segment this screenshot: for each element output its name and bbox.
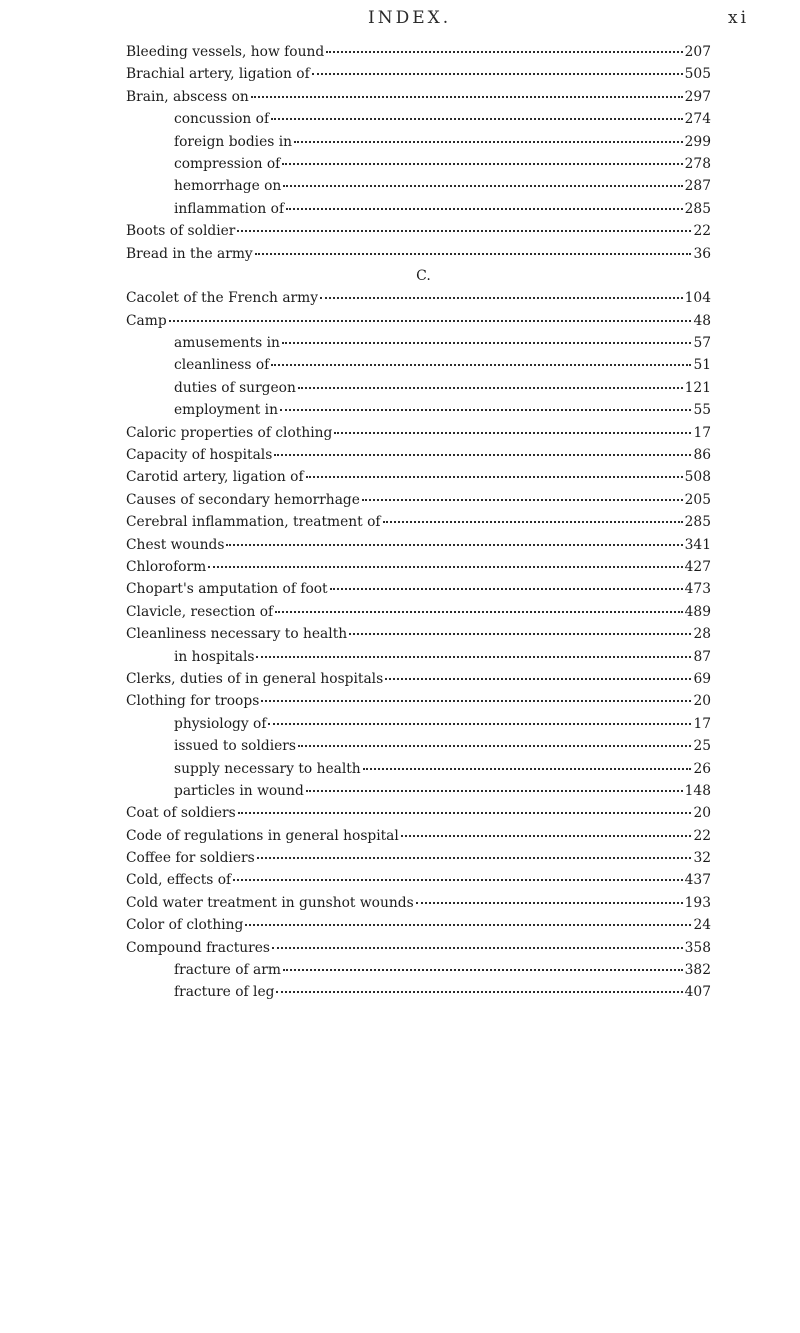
- dot-leader: [306, 476, 683, 478]
- index-entry: [126, 914, 711, 936]
- entry-page-number: 86: [693, 447, 711, 464]
- entry-page-number: 24: [693, 917, 711, 934]
- page-number: xi: [728, 8, 750, 28]
- dot-leader: [283, 185, 682, 187]
- entry-page-number: 17: [693, 715, 711, 732]
- entry-term: duties of surgeon: [174, 379, 296, 396]
- dot-leader: [286, 208, 683, 210]
- section-letter: C.: [416, 267, 431, 284]
- index-entry: [126, 63, 711, 85]
- dot-leader: [298, 745, 691, 747]
- entry-term: Chloroform: [126, 558, 207, 575]
- entry-term: Clerks, duties of in general hospitals: [126, 670, 384, 687]
- dot-leader: [226, 544, 682, 546]
- index-entry: [126, 668, 711, 690]
- dot-leader: [312, 73, 683, 75]
- running-title: INDEX.: [368, 8, 452, 28]
- entry-page-number: 285: [684, 514, 711, 531]
- index-subentry: [126, 399, 711, 421]
- entry-term: cleanliness of: [174, 357, 270, 374]
- dot-leader: [276, 991, 682, 993]
- entry-term: Cleanliness necessary to health: [126, 626, 348, 643]
- dot-leader: [271, 118, 683, 120]
- dot-leader: [383, 521, 683, 523]
- entry-page-number: 358: [684, 939, 711, 956]
- dot-leader: [330, 588, 683, 590]
- dot-leader: [274, 454, 691, 456]
- entry-page-number: 28: [693, 626, 711, 643]
- entry-page-number: 20: [693, 805, 711, 822]
- dot-leader: [238, 812, 692, 814]
- entry-page-number: 382: [684, 962, 711, 979]
- dot-leader: [237, 230, 691, 232]
- entry-page-number: 473: [684, 581, 711, 598]
- entry-term: in hospitals: [174, 648, 255, 665]
- index-subentry: [126, 153, 711, 175]
- index-subentry: [126, 131, 711, 153]
- index-entry: [126, 489, 711, 511]
- index-entry: [126, 937, 711, 959]
- dot-leader: [326, 51, 682, 53]
- entry-term: Clavicle, resection of: [126, 603, 274, 620]
- dot-leader: [169, 320, 692, 322]
- entry-term: Chest wounds: [126, 536, 225, 553]
- entry-term: Cold water treatment in gunshot wounds: [126, 894, 414, 911]
- entry-term: physiology of: [174, 715, 267, 732]
- entry-term: Bleeding vessels, how found: [126, 44, 325, 60]
- index-subentry: [126, 758, 711, 780]
- index-subentry: [126, 981, 711, 1003]
- index-subentry: [126, 175, 711, 197]
- entry-page-number: 407: [684, 984, 711, 1001]
- dot-leader: [282, 163, 682, 165]
- entry-term: Carotid artery, ligation of: [126, 469, 304, 486]
- entry-page-number: 505: [684, 66, 711, 83]
- index-entry: [126, 41, 711, 63]
- index-entry: [126, 892, 711, 914]
- entry-term: Clothing for troops: [126, 693, 260, 710]
- index-entry: [126, 578, 711, 600]
- dot-leader: [349, 633, 691, 635]
- dot-leader: [255, 253, 692, 255]
- entry-page-number: 55: [693, 402, 711, 419]
- index-subentry: [126, 735, 711, 757]
- entry-page-number: 69: [693, 670, 711, 687]
- entry-page-number: 20: [693, 693, 711, 710]
- dot-leader: [298, 387, 683, 389]
- entry-term: Coat of soldiers: [126, 805, 236, 822]
- entry-term: Compound fractures: [126, 939, 270, 956]
- entry-page-number: 57: [693, 335, 711, 352]
- entry-page-number: 437: [684, 872, 711, 889]
- entry-term: Cerebral inflammation, treatment of: [126, 514, 381, 531]
- entry-page-number: 489: [684, 603, 711, 620]
- index-entry: [126, 243, 711, 265]
- index-entry: [126, 287, 711, 309]
- entry-term: Boots of soldier: [126, 223, 236, 240]
- entry-term: Color of clothing: [126, 917, 244, 934]
- entry-term: hemorrhage on: [174, 178, 282, 195]
- dot-leader: [251, 96, 683, 98]
- index-entry: [126, 422, 711, 444]
- index-entry: [126, 690, 711, 712]
- entry-page-number: 48: [693, 312, 711, 329]
- entry-term: Causes of secondary hemorrhage: [126, 491, 360, 508]
- dot-leader: [385, 678, 691, 680]
- index-entry: [126, 310, 711, 332]
- entry-page-number: 285: [684, 200, 711, 217]
- dot-leader: [280, 409, 691, 411]
- entry-page-number: 427: [684, 558, 711, 575]
- entry-term: particles in wound: [174, 782, 304, 799]
- entry-page-number: 287: [684, 178, 711, 195]
- dot-leader: [257, 857, 692, 859]
- entry-term: Capacity of hospitals: [126, 447, 273, 464]
- entry-term: Cold, effects of: [126, 872, 232, 889]
- dot-leader: [282, 342, 692, 344]
- index-entry: [126, 847, 711, 869]
- index-entry: [126, 802, 711, 824]
- index-entry: [126, 869, 711, 891]
- index-entry: [126, 556, 711, 578]
- index-entry: [126, 623, 711, 645]
- entry-term: Chopart's amputation of foot: [126, 581, 328, 598]
- dot-leader: [275, 611, 682, 613]
- dot-leader: [363, 768, 692, 770]
- dot-leader: [416, 902, 683, 904]
- dot-leader: [272, 947, 683, 949]
- entry-page-number: 297: [684, 88, 711, 105]
- index-list: [126, 41, 711, 1004]
- dot-leader: [283, 969, 683, 971]
- index-entry: [126, 534, 711, 556]
- dot-leader: [320, 297, 683, 299]
- index-entry: [126, 220, 711, 242]
- index-entry: [126, 466, 711, 488]
- entry-term: Brain, abscess on: [126, 88, 249, 105]
- entry-page-number: 205: [684, 491, 711, 508]
- entry-page-number: 104: [684, 290, 711, 307]
- entry-page-number: 299: [684, 133, 711, 150]
- entry-term: concussion of: [174, 111, 270, 128]
- entry-page-number: 36: [693, 245, 711, 262]
- entry-page-number: 17: [693, 424, 711, 441]
- entry-term: inflammation of: [174, 200, 285, 217]
- page-header: [0, 8, 800, 30]
- entry-term: Cacolet of the French army: [126, 290, 319, 307]
- dot-leader: [256, 656, 691, 658]
- entry-page-number: 26: [693, 760, 711, 777]
- dot-leader: [268, 723, 691, 725]
- entry-term: Code of regulations in general hospital: [126, 827, 399, 844]
- entry-page-number: 193: [684, 894, 711, 911]
- index-subentry: [126, 354, 711, 376]
- dot-leader: [261, 700, 691, 702]
- entry-page-number: 22: [693, 223, 711, 240]
- dot-leader: [294, 141, 683, 143]
- index-entry: [126, 601, 711, 623]
- dot-leader: [245, 924, 691, 926]
- index-subentry: [126, 713, 711, 735]
- dot-leader: [271, 364, 691, 366]
- index-subentry: [126, 198, 711, 220]
- entry-page-number: 341: [684, 536, 711, 553]
- entry-term: Caloric properties of clothing: [126, 424, 333, 441]
- entry-term: fracture of leg: [174, 984, 275, 1001]
- index-entry: [126, 825, 711, 847]
- dot-leader: [362, 499, 683, 501]
- entry-page-number: 25: [693, 738, 711, 755]
- dot-leader: [401, 835, 692, 837]
- entry-page-number: 508: [684, 469, 711, 486]
- dot-leader: [208, 566, 683, 568]
- entry-page-number: 121: [684, 379, 711, 396]
- dot-leader: [233, 879, 682, 881]
- index-subentry: [126, 780, 711, 802]
- index-entry: [126, 511, 711, 533]
- entry-page-number: 87: [693, 648, 711, 665]
- dot-leader: [306, 790, 683, 792]
- dot-leader: [334, 432, 691, 434]
- entry-page-number: 274: [684, 111, 711, 128]
- index-entry: [126, 86, 711, 108]
- index-subentry: [126, 332, 711, 354]
- entry-term: employment in: [174, 402, 278, 419]
- entry-term: Coffee for soldiers: [126, 850, 255, 867]
- entry-page-number: 51: [693, 357, 711, 374]
- index-subentry: [126, 959, 711, 981]
- entry-term: Camp: [126, 312, 167, 329]
- index-subentry: [126, 646, 711, 668]
- index-subentry: [126, 377, 711, 399]
- entry-term: Bread in the army: [126, 245, 253, 262]
- entry-page-number: 207: [684, 44, 711, 60]
- entry-term: Brachial artery, ligation of: [126, 66, 310, 83]
- index-entry: [126, 444, 711, 466]
- entry-term: fracture of arm: [174, 962, 281, 979]
- entry-page-number: 148: [684, 782, 711, 799]
- index-subentry: [126, 108, 711, 130]
- entry-term: foreign bodies in: [174, 133, 293, 150]
- entry-term: supply necessary to health: [174, 760, 361, 777]
- entry-term: issued to soldiers: [174, 738, 296, 755]
- entry-page-number: 22: [693, 827, 711, 844]
- entry-term: compression of: [174, 155, 281, 172]
- entry-term: amusements in: [174, 335, 280, 352]
- entry-page-number: 278: [684, 155, 711, 172]
- entry-page-number: 32: [693, 850, 711, 867]
